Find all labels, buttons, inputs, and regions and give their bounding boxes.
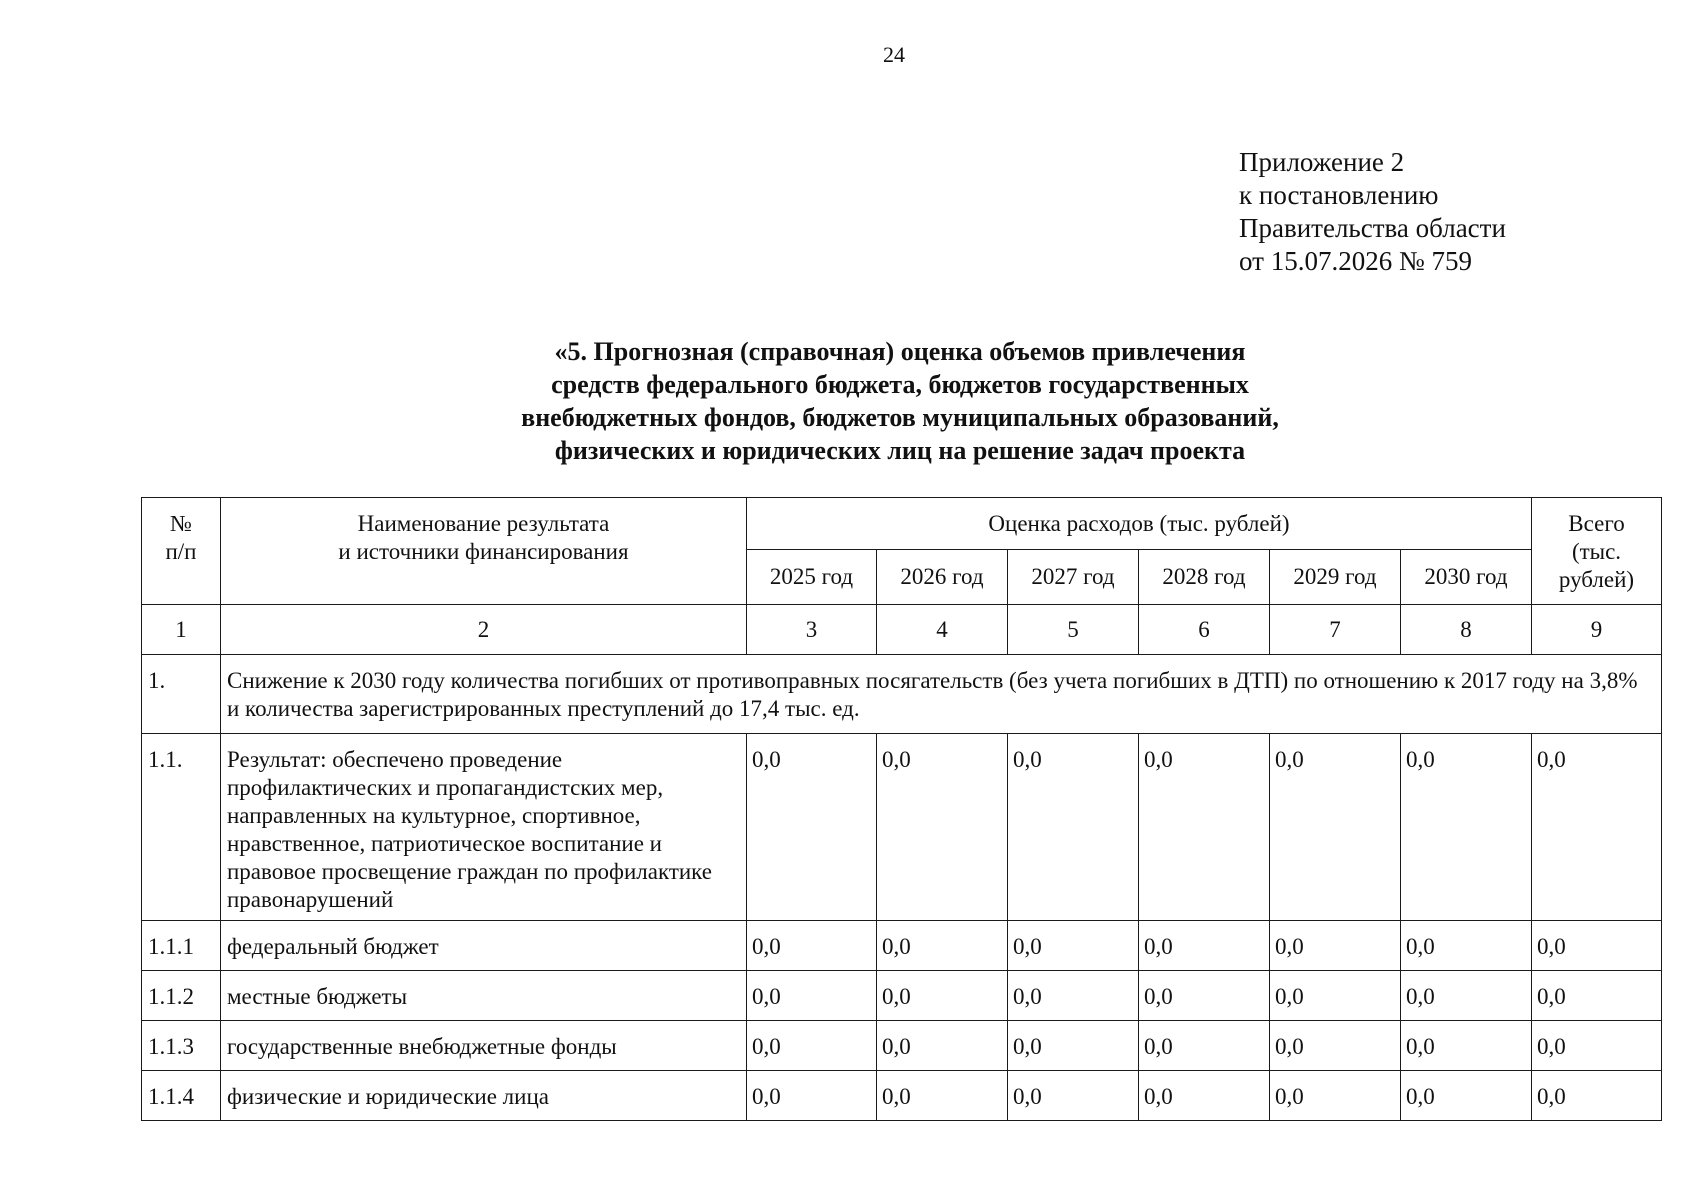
- row-value: 0,0: [877, 1021, 1008, 1071]
- row-number: 1.1.4: [142, 1071, 221, 1121]
- row-value: 0,0: [1401, 734, 1532, 921]
- header-year: 2030 год: [1401, 550, 1532, 605]
- header-name: Наименование результата и источники финансирования: [221, 498, 747, 605]
- header-year: 2026 год: [877, 550, 1008, 605]
- appendix-block: [1239, 146, 1506, 278]
- column-number: 6: [1139, 605, 1270, 655]
- row-value: 0,0: [1139, 921, 1270, 971]
- row-value: 0,0: [1270, 971, 1401, 1021]
- row-total: 0,0: [1532, 971, 1662, 1021]
- appendix-line: от 15.07.2026 № 759: [1239, 246, 1472, 276]
- title-line: «5. Прогнозная (справочная) оценка объемов привлечения: [554, 337, 1246, 366]
- row-value: 0,0: [877, 921, 1008, 971]
- column-number: 2: [221, 605, 747, 655]
- goal-number: 1.: [142, 655, 221, 734]
- row-value: 0,0: [1270, 734, 1401, 921]
- row-value: 0,0: [1008, 921, 1139, 971]
- row-name: физические и юридические лица: [221, 1071, 747, 1121]
- appendix-line: Правительства области: [1239, 213, 1506, 243]
- row-number: 1.1.: [142, 734, 221, 921]
- budget-table: [141, 497, 1662, 1121]
- table-row: [142, 734, 1662, 921]
- appendix-line: Приложение 2: [1239, 147, 1405, 177]
- row-name: государственные внебюджетные фонды: [221, 1021, 747, 1071]
- table-row: [142, 921, 1662, 971]
- title-line: физических и юридических лиц на решение задач проекта: [554, 436, 1246, 465]
- row-value: 0,0: [747, 1071, 877, 1121]
- header-year: 2029 год: [1270, 550, 1401, 605]
- header-year: 2025 год: [747, 550, 877, 605]
- row-value: 0,0: [747, 1021, 877, 1071]
- header-year: 2028 год: [1139, 550, 1270, 605]
- appendix-line: к постановлению: [1239, 180, 1439, 210]
- row-name: местные бюджеты: [221, 971, 747, 1021]
- column-number: 3: [747, 605, 877, 655]
- row-value: 0,0: [877, 734, 1008, 921]
- row-value: 0,0: [1139, 1071, 1270, 1121]
- title-line: внебюджетных фондов, бюджетов муниципальных образований,: [521, 403, 1279, 432]
- row-value: 0,0: [1139, 734, 1270, 921]
- header-year: 2027 год: [1008, 550, 1139, 605]
- column-number: 5: [1008, 605, 1139, 655]
- column-number: 1: [142, 605, 221, 655]
- row-value: 0,0: [1270, 1021, 1401, 1071]
- row-value: 0,0: [877, 971, 1008, 1021]
- row-number: 1.1.2: [142, 971, 221, 1021]
- row-value: 0,0: [1008, 971, 1139, 1021]
- document-title: [400, 335, 1400, 467]
- row-value: 0,0: [1008, 734, 1139, 921]
- column-number: 4: [877, 605, 1008, 655]
- row-value: 0,0: [1270, 921, 1401, 971]
- row-total: 0,0: [1532, 921, 1662, 971]
- row-value: 0,0: [1401, 1071, 1532, 1121]
- row-value: 0,0: [747, 921, 877, 971]
- header-total: Всего (тыс. рублей): [1532, 498, 1662, 605]
- table-row: [142, 1021, 1662, 1071]
- title-line: средств федерального бюджета, бюджетов государственных: [551, 370, 1249, 399]
- row-name: Результат: обеспечено проведение профилактических и пропагандистских мер, направленных на культурное, спортивное, нравственное, патриотическое воспитание и правовое просвещение граждан по профилактике правонарушений: [221, 734, 747, 921]
- row-value: 0,0: [1401, 1021, 1532, 1071]
- page-number: 24: [883, 42, 905, 67]
- table-row: [142, 971, 1662, 1021]
- row-total: 0,0: [1532, 734, 1662, 921]
- goal-row: [142, 655, 1662, 734]
- row-value: 0,0: [1401, 971, 1532, 1021]
- row-total: 0,0: [1532, 1071, 1662, 1121]
- row-number: 1.1.3: [142, 1021, 221, 1071]
- row-total: 0,0: [1532, 1021, 1662, 1071]
- row-value: 0,0: [1008, 1021, 1139, 1071]
- column-number: 9: [1532, 605, 1662, 655]
- row-number: 1.1.1: [142, 921, 221, 971]
- row-name: федеральный бюджет: [221, 921, 747, 971]
- header-row: [142, 498, 1662, 550]
- table-row: [142, 1071, 1662, 1121]
- row-value: 0,0: [747, 734, 877, 921]
- header-number: № п/п: [142, 498, 221, 605]
- goal-text: Снижение к 2030 году количества погибших от противоправных посягательств (без учета погибших в ДТП) по отношению к 2017 году на 3,8% и количества зарегистрированных преступлений до 17,4 тыс. ед.: [221, 655, 1662, 734]
- row-value: 0,0: [1139, 971, 1270, 1021]
- row-value: 0,0: [747, 971, 877, 1021]
- row-value: 0,0: [877, 1071, 1008, 1121]
- header-estimate: Оценка расходов (тыс. рублей): [747, 498, 1532, 550]
- column-numbers-row: [142, 605, 1662, 655]
- row-value: 0,0: [1270, 1071, 1401, 1121]
- column-number: 7: [1270, 605, 1401, 655]
- row-value: 0,0: [1401, 921, 1532, 971]
- row-value: 0,0: [1139, 1021, 1270, 1071]
- row-value: 0,0: [1008, 1071, 1139, 1121]
- column-number: 8: [1401, 605, 1532, 655]
